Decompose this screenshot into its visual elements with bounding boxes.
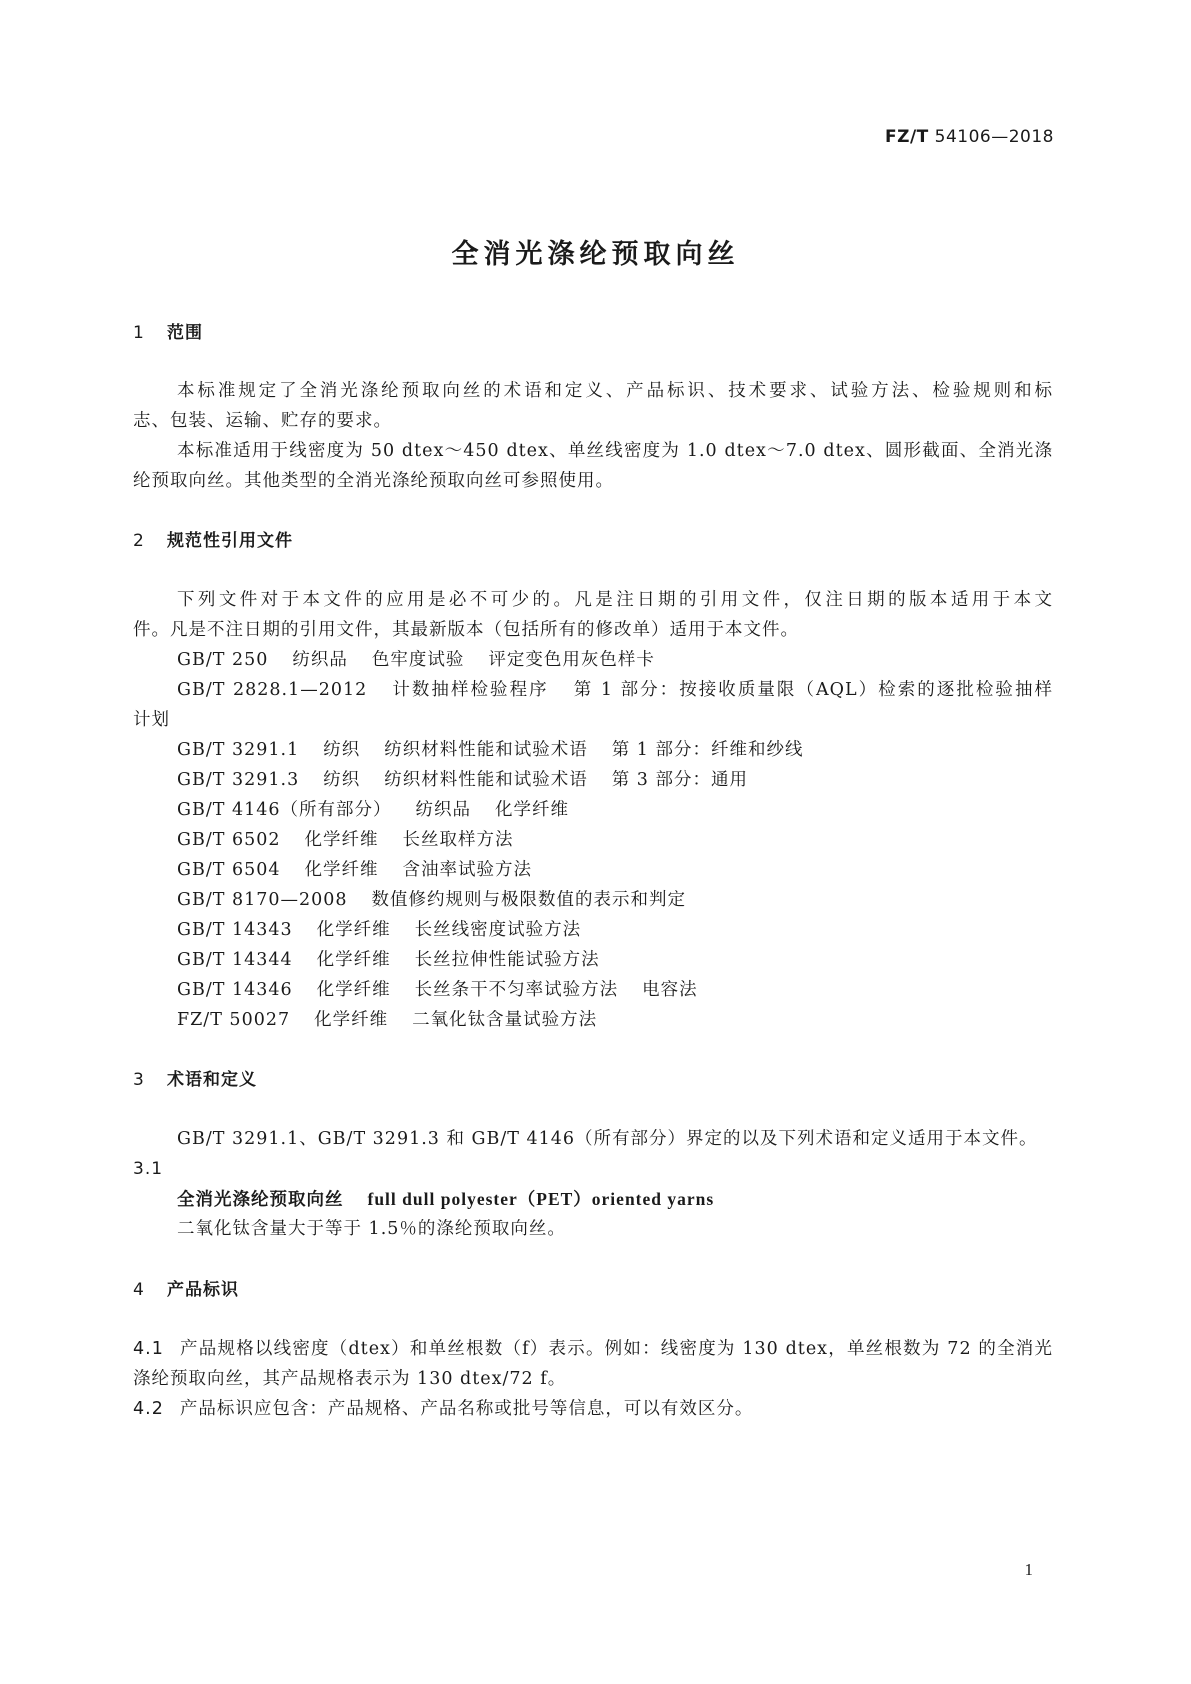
scope-paragraph-2-line-2: 纶预取向丝。其他类型的全消光涤纶预取向丝可参照使用。: [133, 471, 614, 491]
reference-item: GB/T 250 纺织品 色牢度试验 评定变色用灰色样卡: [177, 650, 655, 670]
standard-number: 54106—2018: [934, 127, 1054, 147]
section-4-heading: 4 产品标识: [133, 1280, 239, 1300]
clause-3-1-number: 3.1: [133, 1159, 164, 1179]
standard-code: [885, 127, 1054, 147]
term-entry: [177, 1188, 1053, 1211]
references-intro-line-2: 件。凡是不注日期的引用文件，其最新版本（包括所有的修改单）适用于本文件。: [133, 620, 799, 640]
standard-prefix: FZ/T: [885, 127, 929, 147]
clause-4-2: 4.2 产品标识应包含：产品规格、产品名称或批号等信息，可以有效区分。: [133, 1399, 754, 1419]
reference-item: GB/T 14344 化学纤维 长丝拉伸性能试验方法: [177, 950, 600, 970]
reference-item: GB/T 3291.3 纺织 纺织材料性能和试验术语 第 3 部分：通用: [177, 770, 748, 790]
term-definition: 二氧化钛含量大于等于 1.5％的涤纶预取向丝。: [177, 1219, 566, 1239]
term-english: full dull polyester（PET）oriented yarns: [367, 1189, 715, 1209]
section-1-heading: 1 范围: [133, 323, 203, 343]
reference-item: GB/T 3291.1 纺织 纺织材料性能和试验术语 第 1 部分：纤维和纱线: [177, 740, 804, 760]
reference-item: GB/T 4146（所有部分） 纺织品 化学纤维: [177, 800, 570, 820]
scope-paragraph-1-line-2: 志、包装、运输、贮存的要求。: [133, 411, 392, 431]
reference-item-continuation: 计划: [133, 710, 170, 730]
clause-4-1-line-1: 4.1 产品规格以线密度（dtex）和单丝根数（f）表示。例如：线密度为 130 dtex，单丝根数为 72 的全消光: [133, 1339, 1053, 1359]
scope-paragraph-2-line-1: 本标准适用于线密度为 50 dtex～450 dtex、单丝线密度为 1.0 dtex～7.0 dtex、圆形截面、全消光涤: [177, 441, 1053, 461]
scope-paragraph-1-line-1: 本标准规定了全消光涤纶预取向丝的术语和定义、产品标识、技术要求、试验方法、检验规则和标: [177, 381, 1053, 401]
reference-item: GB/T 2828.1—2012 计数抽样检验程序 第 1 部分：按接收质量限（AQL）检索的逐批检验抽样: [177, 680, 1053, 700]
reference-item: GB/T 14343 化学纤维 长丝线密度试验方法: [177, 920, 582, 940]
document-title: 全消光涤纶预取向丝: [451, 239, 740, 270]
term-chinese: 全消光涤纶预取向丝: [177, 1190, 344, 1210]
references-intro-line-1: 下列文件对于本文件的应用是必不可少的。凡是注日期的引用文件，仅注日期的版本适用于本文: [177, 590, 1053, 610]
reference-item: GB/T 14346 化学纤维 长丝条干不匀率试验方法 电容法: [177, 980, 698, 1000]
section-3-heading: 3 术语和定义: [133, 1070, 257, 1090]
reference-item: GB/T 6502 化学纤维 长丝取样方法: [177, 830, 514, 850]
clause-4-1-line-2: 涤纶预取向丝，其产品规格表示为 130 dtex/72 f。: [133, 1369, 567, 1389]
reference-item: FZ/T 50027 化学纤维 二氧化钛含量试验方法: [177, 1010, 598, 1030]
reference-item: GB/T 6504 化学纤维 含油率试验方法: [177, 860, 533, 880]
page-number: 1: [1024, 1560, 1033, 1579]
section-2-heading: 2 规范性引用文件: [133, 531, 293, 551]
terms-intro: GB/T 3291.1、GB/T 3291.3 和 GB/T 4146（所有部分）界定的以及下列术语和定义适用于本文件。: [177, 1129, 1038, 1149]
reference-item: GB/T 8170—2008 数值修约规则与极限数值的表示和判定: [177, 890, 687, 910]
